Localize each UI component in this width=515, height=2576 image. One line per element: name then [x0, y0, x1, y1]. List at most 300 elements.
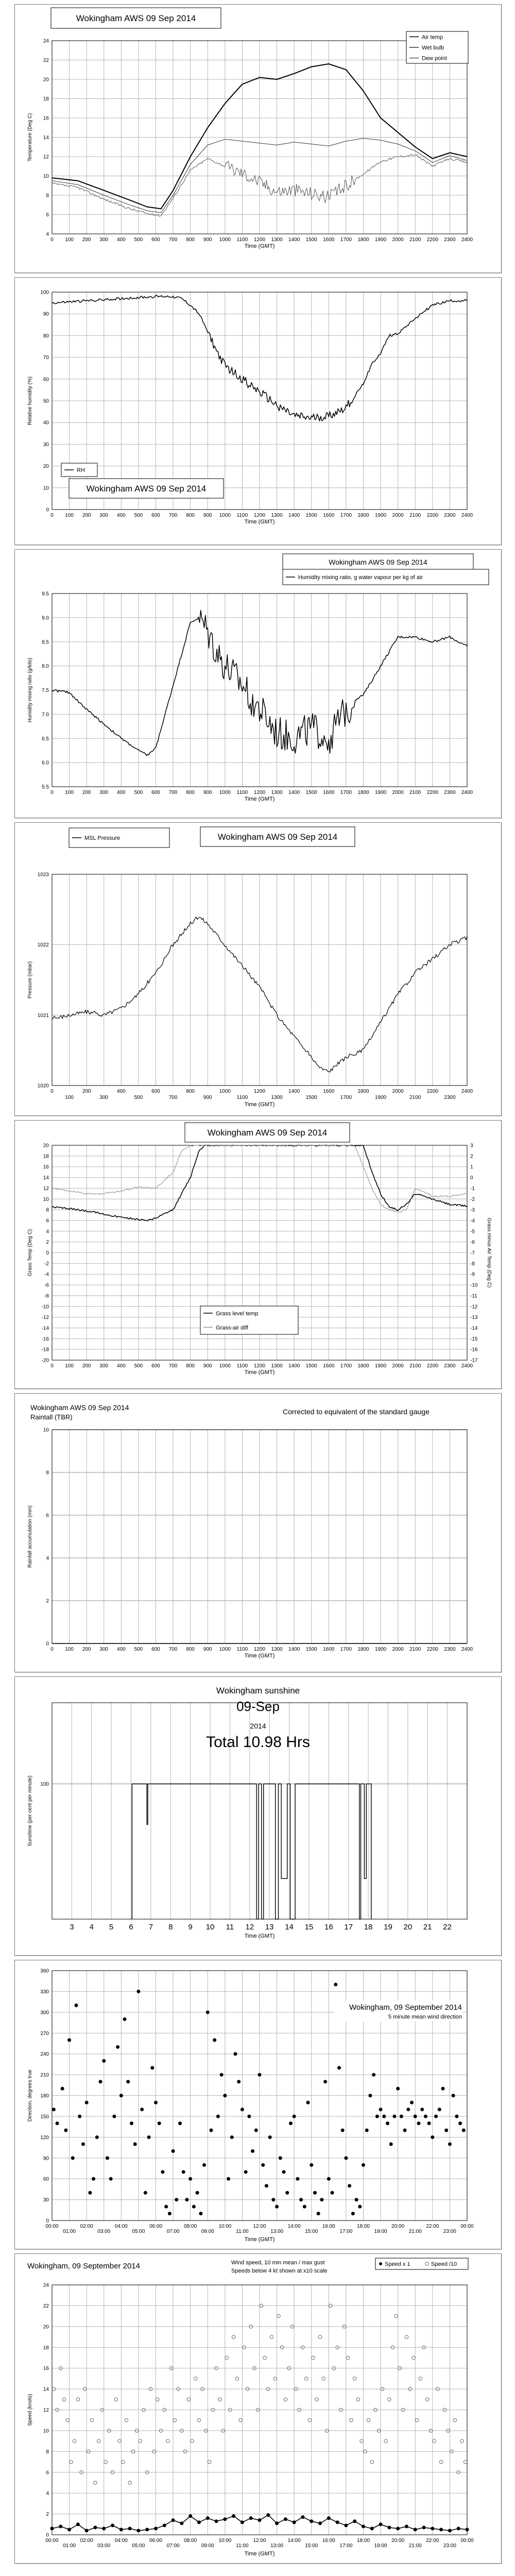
y2-tick-label: -7 [470, 1250, 475, 1256]
x-tick-label: 1300 [271, 790, 283, 795]
y2-tick-label: -3 [470, 1207, 475, 1213]
x-tick-label: 1000 [219, 513, 231, 518]
y-tick-label: 10 [43, 485, 49, 492]
mixing-ratio-panel [14, 549, 502, 818]
x-axis-label: Time (GMT) [244, 2551, 275, 2557]
sunshine-chart [15, 1677, 501, 1955]
data-point [224, 2094, 227, 2097]
x-tick-label: 17 [344, 1923, 353, 1931]
data-point [284, 2518, 287, 2521]
data-point [453, 2418, 457, 2422]
data-point [367, 2418, 370, 2422]
data-point [268, 2136, 271, 2139]
x-tick-label: 2300 [444, 1647, 456, 1652]
wind-speed-chart [15, 2254, 501, 2563]
data-point [431, 2527, 434, 2530]
y-tick-label: 6.5 [42, 736, 49, 742]
data-point [375, 2115, 379, 2118]
x-tick-label: 900 [203, 790, 212, 795]
data-point [466, 2528, 469, 2531]
x-tick-label: 1500 [305, 1363, 317, 1369]
y-tick-label: 4 [46, 1229, 49, 1235]
x-tick-label: 100 [65, 1363, 74, 1369]
y-tick-label: 10 [43, 174, 49, 179]
data-point [425, 2398, 429, 2401]
data-point [133, 2143, 136, 2146]
y-tick-label: 30 [43, 2197, 49, 2204]
data-point [462, 2129, 465, 2132]
x-tick-label: 16 [324, 1923, 333, 1931]
data-point [75, 2004, 78, 2007]
data-point [89, 2191, 92, 2194]
x-tick-label: 21:00 [408, 2229, 422, 2234]
data-point [139, 2439, 142, 2443]
rainfall-chart [15, 1394, 501, 1672]
y2-tick-label: -4 [470, 1218, 475, 1224]
chart-subtitle: Raintall (TBR) [30, 1413, 73, 1421]
x-tick-label: 500 [134, 790, 143, 795]
data-point [61, 2087, 64, 2090]
mixing-ratio-chart [15, 550, 501, 818]
data-point [289, 2122, 292, 2125]
y-tick-label: 90 [43, 311, 49, 317]
x-tick-label: 22:00 [426, 2538, 439, 2544]
data-point [109, 2177, 112, 2180]
data-point [127, 2080, 130, 2083]
data-point [225, 2356, 229, 2360]
x-tick-label: 400 [116, 1647, 126, 1652]
data-point [180, 2522, 183, 2525]
x-tick-label: 03:00 [97, 2543, 111, 2549]
y-tick-label: 8.5 [42, 639, 49, 646]
y2-tick-label: 3 [470, 1143, 473, 1149]
legend-label: RH [77, 467, 85, 473]
y-tick-label: 18 [43, 96, 49, 102]
y-tick-label: 16 [43, 1164, 49, 1171]
x-tick-label: 2100 [409, 237, 421, 243]
data-point [386, 2122, 389, 2125]
data-point [424, 2115, 427, 2118]
x-tick-label: 08:00 [184, 2538, 197, 2544]
y-tick-label: 90 [43, 2156, 49, 2162]
data-point [397, 2087, 400, 2090]
data-point [272, 2198, 275, 2201]
humidity-panel [14, 277, 502, 545]
temperature-panel [14, 4, 502, 273]
y-tick-label: 18 [43, 2345, 49, 2351]
data-point [350, 2418, 353, 2422]
x-tick-label: 13 [265, 1923, 274, 1931]
x-tick-label: 21:00 [408, 2543, 422, 2549]
data-point [70, 2460, 73, 2464]
data-point [410, 2101, 414, 2104]
data-point [206, 2011, 209, 2014]
data-point [355, 2198, 358, 2201]
data-point [403, 2129, 406, 2132]
data-point [249, 2517, 252, 2520]
data-point [304, 2377, 308, 2381]
x-tick-label: 0 [50, 790, 54, 795]
x-tick-label: 2300 [444, 237, 456, 243]
grass-temp-panel [14, 1120, 502, 1389]
y-tick-label: 12 [43, 2408, 49, 2413]
y2-tick-label: -1 [470, 1185, 475, 1192]
x-tick-label: 7 [148, 1923, 153, 1931]
x-axis-label: Time (GMT) [244, 1101, 275, 1108]
data-point [125, 2418, 128, 2422]
data-point [197, 2418, 201, 2422]
y-tick-label: 20 [43, 2324, 49, 2330]
data-point [76, 2398, 80, 2401]
data-point [119, 2094, 123, 2097]
x-tick-label: 1800 [357, 1363, 369, 1369]
data-point [128, 2527, 131, 2530]
y-tick-label: 2 [46, 2512, 49, 2518]
x-tick-label: 200 [82, 790, 91, 795]
data-point [306, 2101, 310, 2104]
x-tick-label: 1000 [219, 1363, 231, 1369]
data-point [241, 2521, 244, 2524]
x-tick-label: 1300 [271, 1363, 283, 1369]
x-tick-label: 800 [186, 513, 195, 518]
data-point [81, 2143, 84, 2146]
x-tick-label: 500 [134, 237, 143, 243]
data-point [191, 2439, 194, 2443]
x-tick-label: 700 [168, 1647, 178, 1652]
y-tick-label: 8.0 [42, 664, 49, 670]
x-tick-label: 100 [65, 237, 74, 243]
data-point [457, 2527, 460, 2530]
x-tick-label: 1300 [271, 513, 283, 518]
x-tick-label: 800 [186, 790, 195, 795]
chart-note: Speeds below 4 kt shown at x10 scale [231, 2268, 328, 2274]
data-point [171, 2149, 175, 2153]
x-tick-label: 300 [99, 1095, 109, 1100]
y-tick-label: 2 [46, 1598, 49, 1604]
data-point [175, 2198, 178, 2201]
x-tick-label: 600 [151, 513, 160, 518]
y-tick-label: 9.5 [42, 591, 49, 597]
y2-tick-label: -6 [470, 1240, 475, 1246]
x-tick-label: 600 [151, 1363, 160, 1369]
x-tick-label: 800 [186, 237, 195, 243]
data-point [282, 2171, 285, 2174]
data-point [215, 2520, 218, 2523]
data-point [445, 2129, 448, 2132]
data-point [192, 2205, 195, 2208]
y-tick-label: 60 [43, 2176, 49, 2182]
x-tick-label: 1900 [374, 1647, 387, 1652]
x-tick-label: 1500 [305, 1095, 317, 1100]
y2-tick-label: -9 [470, 1272, 475, 1278]
y-tick-label: -10 [41, 1304, 49, 1310]
x-tick-label: 00:00 [460, 2538, 474, 2544]
x-tick-label: 900 [203, 1363, 212, 1369]
y-tick-label: 8 [46, 1207, 49, 1213]
x-tick-label: 17:00 [339, 2229, 353, 2234]
data-point [161, 2171, 164, 2174]
y-tick-label: 120 [40, 2134, 49, 2141]
x-tick-label: 600 [151, 237, 160, 243]
y-tick-label: -12 [41, 1315, 49, 1321]
y-tick-label: 1021 [37, 1012, 49, 1019]
data-point [441, 2087, 444, 2090]
y-tick-label: 0 [46, 2532, 49, 2538]
x-tick-label: 12:00 [253, 2224, 266, 2229]
rainfall-panel [14, 1393, 502, 1672]
data-point [415, 2418, 419, 2422]
data-point [251, 2149, 254, 2153]
y-tick-label: 6 [46, 1218, 49, 1224]
x-tick-label: 15:00 [305, 2229, 318, 2234]
x-tick-label: 1000 [219, 1647, 231, 1652]
data-point [123, 2018, 126, 2021]
x-tick-label: 1600 [323, 237, 335, 243]
data-point [119, 2528, 123, 2531]
x-tick-label: 1900 [374, 1363, 387, 1369]
data-point [464, 2460, 467, 2464]
x-tick-label: 1500 [305, 237, 317, 243]
x-tick-label: 1400 [288, 1089, 300, 1094]
data-point [421, 2108, 424, 2111]
data-point [163, 2524, 166, 2527]
data-point [166, 2439, 170, 2443]
y-tick-label: 7.0 [42, 711, 49, 718]
x-tick-label: 2400 [461, 1089, 473, 1094]
chart-title: Wokingham AWS 09 Sep 2014 [329, 558, 427, 566]
data-point [273, 2377, 277, 2381]
data-point [370, 2460, 374, 2464]
y-tick-label: 360 [40, 1968, 49, 1974]
x-tick-label: 05:00 [132, 2229, 145, 2234]
x-tick-label: 19 [384, 1923, 392, 1931]
chart-note: Corrected to equivalent of the standard gauge [283, 1408, 430, 1416]
data-point [232, 2335, 235, 2339]
y-tick-label: 8 [46, 193, 49, 199]
data-point [286, 2191, 289, 2194]
data-point [412, 2356, 416, 2360]
data-point [452, 2094, 455, 2097]
x-tick-label: 11 [226, 1923, 234, 1931]
data-point [313, 2191, 316, 2194]
data-point [327, 2517, 330, 2520]
y-tick-label: 150 [40, 2114, 49, 2120]
x-tick-label: 1100 [236, 1363, 248, 1369]
temperature-chart [15, 5, 501, 273]
y2-tick-label: -15 [470, 1336, 478, 1342]
chart-title: Wokingham, 09 September 2014 [349, 2003, 462, 2012]
data-point [114, 2398, 118, 2401]
data-point [296, 2177, 299, 2180]
data-point [262, 2163, 265, 2166]
data-point [284, 2398, 287, 2401]
data-point [276, 2205, 279, 2208]
y-tick-label: 6 [46, 1513, 49, 1519]
chart-subtitle: 5 minute mean wind direction [388, 2014, 462, 2020]
chart-title: Wokingham AWS 09 Sep 2014 [86, 484, 207, 494]
x-tick-label: 2100 [409, 1647, 421, 1652]
data-point [128, 2481, 132, 2485]
x-tick-label: 1600 [323, 1363, 335, 1369]
data-point [310, 2163, 313, 2166]
x-tick-label: 04:00 [114, 2538, 128, 2544]
x-tick-label: 2000 [392, 513, 404, 518]
data-point [460, 2439, 464, 2443]
x-tick-label: 300 [99, 790, 109, 795]
x-tick-label: 6 [129, 1923, 133, 1931]
x-tick-label: 300 [99, 513, 109, 518]
x-tick-label: 2400 [461, 237, 473, 243]
x-tick-label: 00:00 [460, 2224, 474, 2229]
x-tick-label: 16:00 [322, 2224, 335, 2229]
x-tick-label: 0 [50, 237, 54, 243]
x-tick-label: 2100 [409, 513, 421, 518]
y-tick-label: -18 [41, 1347, 49, 1353]
y2-axis-label: Grass minus Air Temp (Deg C) [486, 1217, 492, 1288]
y-tick-label: 18 [43, 1154, 49, 1160]
x-tick-label: 900 [203, 1095, 212, 1100]
y-tick-label: 10 [43, 1427, 49, 1433]
data-point [379, 2523, 382, 2526]
data-point [414, 2115, 417, 2118]
x-tick-label: 1800 [357, 1647, 369, 1652]
data-point [439, 2460, 443, 2464]
grass-temp-chart [15, 1121, 501, 1388]
data-point [431, 2136, 434, 2139]
y-tick-label: 330 [40, 1989, 49, 1995]
x-tick-label: 2400 [461, 513, 473, 518]
series-line-sunshine [132, 1784, 371, 1920]
legend-swatch [379, 2262, 382, 2265]
x-tick-label: 600 [151, 1647, 160, 1652]
x-tick-label: 900 [203, 237, 212, 243]
x-tick-label: 14:00 [287, 2224, 301, 2229]
x-tick-label: 5 [109, 1923, 114, 1931]
data-point [113, 2115, 116, 2118]
data-point [230, 2136, 233, 2139]
x-tick-label: 1400 [288, 237, 300, 243]
y-tick-label: 22 [43, 58, 49, 63]
x-tick-label: 1700 [340, 237, 352, 243]
y-tick-label: 20 [43, 464, 49, 470]
x-tick-label: 1100 [236, 1095, 248, 1100]
x-tick-label: 2200 [426, 1363, 438, 1369]
x-tick-label: 200 [82, 1647, 91, 1652]
data-point [248, 2115, 251, 2118]
y-tick-label: 240 [40, 2052, 49, 2058]
x-tick-label: 2100 [409, 790, 421, 795]
data-point [106, 2157, 109, 2160]
data-point [263, 2356, 267, 2360]
x-tick-label: 1100 [236, 790, 248, 795]
x-tick-label: 1700 [340, 513, 352, 518]
y-tick-label: 8 [46, 1470, 49, 1476]
x-tick-label: 2000 [392, 790, 404, 795]
data-point [405, 2335, 408, 2339]
x-tick-label: 1000 [219, 1089, 231, 1094]
x-tick-label: 200 [82, 1089, 91, 1094]
x-tick-label: 18:00 [356, 2224, 370, 2229]
x-tick-label: 1500 [305, 790, 317, 795]
y-tick-label: 24 [43, 38, 49, 44]
data-point [293, 2115, 296, 2118]
x-tick-label: 1500 [305, 1647, 317, 1652]
humidity-chart [15, 278, 501, 545]
data-point [194, 2377, 197, 2381]
x-tick-label: 2200 [426, 513, 438, 518]
data-point [319, 2522, 322, 2525]
x-tick-label: 1700 [340, 1647, 352, 1652]
data-point [388, 2526, 391, 2529]
data-point [244, 2171, 247, 2174]
data-point [52, 2108, 55, 2111]
x-tick-label: 1000 [219, 790, 231, 795]
x-tick-label: 900 [203, 1647, 212, 1652]
x-axis-label: Time (GMT) [244, 1653, 275, 1659]
data-point [121, 2460, 125, 2464]
y-axis-label: Relative humidity (%) [27, 376, 33, 426]
data-point [203, 2163, 206, 2166]
data-point [315, 2398, 319, 2401]
data-point [414, 2528, 417, 2531]
data-point [68, 2528, 71, 2531]
data-point [435, 2115, 438, 2118]
data-point [111, 2524, 114, 2527]
x-tick-label: 23:00 [443, 2229, 456, 2234]
data-point [312, 2356, 315, 2360]
y-tick-label: 16 [43, 2366, 49, 2372]
x-tick-label: 17:00 [339, 2543, 353, 2549]
x-tick-label: 08:00 [184, 2224, 197, 2229]
data-point [419, 2377, 422, 2381]
y-tick-label: 10 [43, 2428, 49, 2434]
y-tick-label: 1023 [37, 872, 49, 878]
y-tick-label: 2 [46, 1240, 49, 1246]
data-point [279, 2157, 282, 2160]
x-tick-label: 09:00 [201, 2543, 214, 2549]
x-tick-label: 8 [168, 1923, 173, 1931]
y-tick-label: -16 [41, 1336, 49, 1342]
data-point [455, 2115, 458, 2118]
data-point [210, 2129, 213, 2132]
data-point [384, 2439, 388, 2443]
pressure-panel [14, 822, 502, 1116]
x-tick-label: 2100 [409, 1095, 421, 1100]
chart-title: Wokingham AWS 09 Sep 2014 [217, 832, 338, 842]
data-point [267, 2514, 270, 2517]
x-tick-label: 800 [186, 1647, 195, 1652]
x-tick-label: 400 [116, 1089, 126, 1094]
x-tick-label: 09:00 [201, 2229, 214, 2234]
y2-tick-label: -16 [470, 1347, 478, 1353]
data-point [362, 2163, 365, 2166]
data-point [400, 2115, 403, 2118]
x-axis-label: Time (GMT) [244, 796, 275, 802]
x-tick-label: 2300 [444, 513, 456, 518]
x-tick-label: 2400 [461, 1363, 473, 1369]
data-point [234, 2053, 237, 2056]
x-tick-label: 18 [364, 1923, 373, 1931]
data-point [187, 2398, 191, 2401]
data-point [199, 2212, 202, 2215]
data-point [85, 2101, 88, 2104]
data-point [327, 2177, 330, 2180]
x-tick-label: 0 [50, 1647, 54, 1652]
y-axis-label: Pressure (mbar) [27, 961, 33, 999]
y-tick-label: 210 [40, 2072, 49, 2078]
data-point [308, 2418, 312, 2422]
x-tick-label: 13:00 [270, 2543, 284, 2549]
